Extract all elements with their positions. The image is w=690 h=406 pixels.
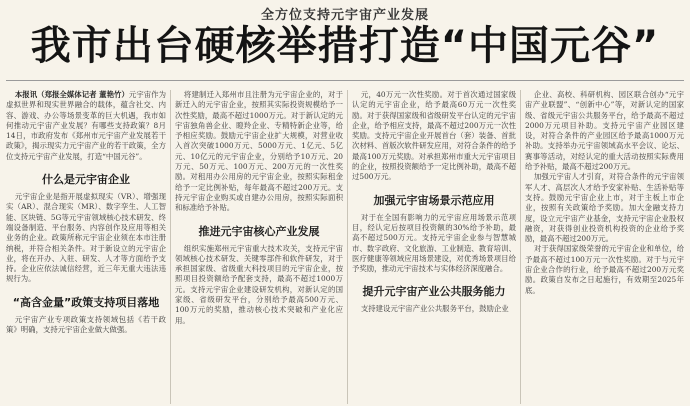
header-rule [6, 80, 684, 81]
column-divider [520, 90, 521, 404]
headline: 我市出台硬核举措打造“中国元谷” [30, 23, 660, 69]
col3-paragraph-2: 对于在全国有影响力的元宇宙应用场景示范项目，经认定后按项目投资额的30%给予补助，最高不超过500万元。支持元宇宙企业参与智慧城市、数字政府、文化旅游、工业制造、教育培训、医疗健康等领域应用场景建设，对优秀场景项目给予奖励，推动元宇宙技术与实体经济深度融合。 [352, 212, 516, 274]
subheading-policy: “高含金量”政策支持项目落地 [12, 295, 160, 309]
column-3 [352, 90, 516, 404]
column-2 [175, 90, 343, 404]
col1-paragraph-1: 元宇宙企业是指开展虚拟现实（VR）、增强现实（AR）、混合现实（MR）、数字孪生、人工智能、区块链、5G等元宇宙领域核心技术研发、终端设备制造、平台服务、内容创作及应用等相关业务的企业。政策所称元宇宙企业须在本市注册纳税，并符合相关条件。对于新设立的元宇宙企业，将在开办、入驻、研发、人才等方面给予支持。企业应依法诚信经营，近三年无重大违法违规行为。 [6, 192, 166, 284]
lead-text: 元宇宙作为虚拟世界和现实世界融合的载体，蕴含社交、内容、游戏、办公等场景变革的巨大机遇，我市如何推动元宇宙产业发展？有哪些支持政策？8月14日，市政府发布《郑州市元宇宙产业发展若干政策》，揭示现实力元宇宙产业的若干政策，全方位支持元宇宙产业发展，打造“中国元谷”。 [6, 90, 166, 161]
col3-paragraph-3: 支持建设元宇宙产业公共服务平台，鼓励企业 [360, 304, 509, 314]
col1-paragraph-2: 元宇宙产业专项政策支持领域包括《若干政策》明确，支持元宇宙企业做大做强。 [6, 314, 166, 335]
article-lead [6, 90, 166, 162]
col4-paragraph-1: 企业、高校、科研机构、园区联合创办“元宇宙产业联盟”、“创新中心”等，对新认定的国家级、省级元宇宙公共服务平台，给予最高不超过2000万元项目补助。支持元宇宙产业园区建设，对符合条件的产业园区给予最高1000万元补助。支持举办元宇宙领域高水平会议、论坛、赛事等活动，对经认定的重大活动按照实际费用给予补贴，最高不超过200万元。 [525, 90, 684, 172]
subheading-what-is: 什么是元宇宙企业 [42, 173, 130, 187]
column-1 [6, 90, 166, 404]
col3-paragraph-1: 元，40万元一次性奖励。对于首次通过国家级认定的元宇宙企业，给予最高60万元一次性奖励。对于获得国家级和省级研发平台认定的元宇宙企业，给予相应支持，最高不超过200万元一次性奖励。支持元宇宙企业开展首台（套）装备、首批次材料、首版次软件研发应用，对符合条件的给予最高100万元奖励。对承担郑州市重大元宇宙项目的企业，按照投资额给予一定比例补助，最高不超过500万元。 [352, 90, 516, 182]
subheading-public-service: 提升元宇宙产业公共服务能力 [362, 285, 506, 299]
byline: 本报讯（郑报全媒体记者 董艳竹） [14, 90, 129, 99]
column-4 [525, 90, 684, 404]
column-divider [170, 90, 171, 404]
column-divider [347, 90, 348, 404]
kicker: 全方位支持元宇宙产业发展 [260, 8, 429, 23]
col2-paragraph-2: 组织实施郑州元宇宙重大技术攻关，支持元宇宙领域核心技术研发、关键零部件和软件研发，对于承担国家级、省级重大科技项目的元宇宙企业，按照项目投资额给予配套支持，最高不超过1000万元。支持元宇宙企业建设研发机构，对新认定的国家级、省级研发平台，分别给予最高500万元、100万元的奖励，推动核心技术突破和产业化应用。 [175, 243, 343, 325]
subheading-scenario: 加强元宇宙场景示范应用 [373, 193, 495, 207]
col4-paragraph-3: 对于获得国家级荣誉的元宇宙企业和单位，给予最高不超过100万元一次性奖励。对于与元宇宙企业合作的行业，给予最高不超过200万元奖励。政策自发布之日起施行，有效期至2025年底。 [525, 244, 684, 295]
col2-paragraph-1: 将建制迁入郑州市且注册为元宇宙企业的，对于新迁入的元宇宙企业，按照其实际投资规模给予一次性奖励，最高不超过1000万元。对于新认定的元宇宙独角兽企业、瞪羚企业、专精特新企业等，给予相应奖励。鼓励元宇宙企业扩大规模，对营业收入首次突破1000万元、5000万元、1亿元、5亿元、10亿元的元宇宙企业，分别给予10万元、20万元、50万元、100万元、200万元的一次性奖励。对租用办公用房的元宇宙企业，按照实际租金给予一定比例补贴，每年最高不超过200万元。支持元宇宙企业购买或自建办公用房，按照实际面积和标准给予补贴。 [175, 90, 343, 213]
col4-paragraph-2: 加强元宇宙人才引育，对符合条件的元宇宙领军人才、高层次人才给予安家补贴、生活补贴等支持。鼓励元宇宙企业上市，对于主板上市企业，按照有关政策给予奖励。加大金融支持力度，设立元宇宙产业基金，支持元宇宙企业股权融资，对获得创业投资机构投资的企业给予奖励，最高不超过200万元。 [525, 172, 684, 244]
subheading-core-industry: 推进元宇宙核心产业发展 [198, 224, 320, 238]
